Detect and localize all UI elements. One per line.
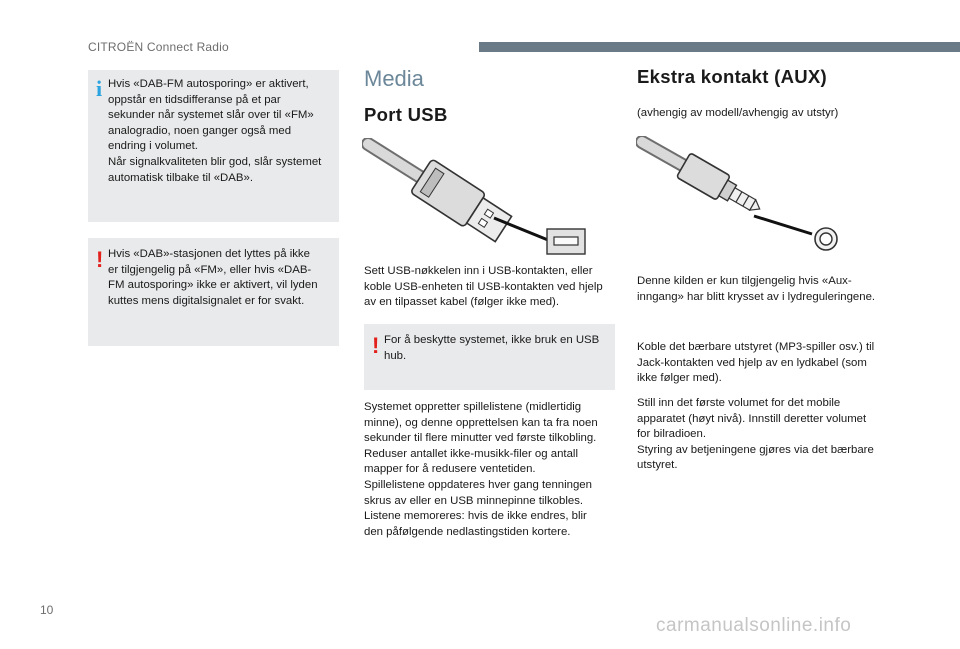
warning-note-usb-hub <box>364 324 615 390</box>
warning-exclamation-icon: ! <box>96 247 104 272</box>
usb-plug-illustration <box>362 138 602 258</box>
aux-availability: (avhengig av modell/avhengig av utstyr) <box>637 107 839 119</box>
aux-text-2: Koble det bærbare utstyret (MP3-spiller osv.) til Jack-kontakten ved hjelp av en lydkabel (som ikke følger med). <box>637 341 875 385</box>
running-header-title: CITROËN Connect Radio <box>88 40 229 54</box>
subsection-title-usb: Port USB <box>364 104 448 125</box>
info-icon: i <box>96 76 103 101</box>
info-note-text: Hvis «DAB-FM autosporing» er aktivert, oppstår en tidsdifferanse på et par sekunder når systemet slår over til «FM» analogradio, noen ganger også med endring i volumet. Når signalkvaliteten blir god, slår systemet automatisk tilbake til «DAB». <box>108 78 322 184</box>
page-number: 10 <box>40 603 54 617</box>
section-title-media: Media <box>364 66 424 91</box>
warning-note-usb-hub-text: For å beskytte systemet, ikke bruk en USB hub. <box>384 334 600 362</box>
warning-note-dab-text: Hvis «DAB»-stasjonen det lyttes på ikke er tilgjengelig på «FM», eller hvis «DAB- FM autosporing» ikke er aktivert, vil lyden kuttes mens digitalsignalet er for svakt. <box>108 248 318 307</box>
jack-plug-illustration <box>636 136 846 256</box>
aux-text-3: Still inn det første volumet for det mobile apparatet (høyt nivå). Innstill deretter volumet for bilradioen. Styring av betjeningene gjøres via det bærbare utstyret. <box>637 397 874 472</box>
watermark: carmanualsonline.info <box>656 615 852 636</box>
subsection-title-aux: Ekstra kontakt (AUX) <box>637 66 828 87</box>
warning-note-dab <box>88 238 339 346</box>
playlist-info: Systemet oppretter spillelistene (midlertidig minne), og denne opprettelsen kan ta fra noen sekunder til flere minutter ved første tilkobling. Reduser antallet ikke-musikk-filer og antall mapper for å redusere ventetiden. Spillelistene oppdateres hver gang tenningen skrus av eller en USB minnepinne tilkobles. Listene memoreres: hvis de ikke endres, blir den påfølgende nedlastingstiden kortere. <box>364 401 598 538</box>
header-bar <box>479 42 960 52</box>
warning-exclamation-icon: ! <box>372 333 380 358</box>
usb-instructions: Sett USB-nøkkelen inn i USB-kontakten, eller koble USB-enheten til USB-kontakten ved hjelp av en tilpasset kabel (følger ikke med). <box>364 265 603 309</box>
aux-text-1: Denne kilden er kun tilgjengelig hvis «Aux- inngang» har blitt krysset av i lydreguleringene. <box>637 275 876 303</box>
info-note <box>88 70 339 222</box>
